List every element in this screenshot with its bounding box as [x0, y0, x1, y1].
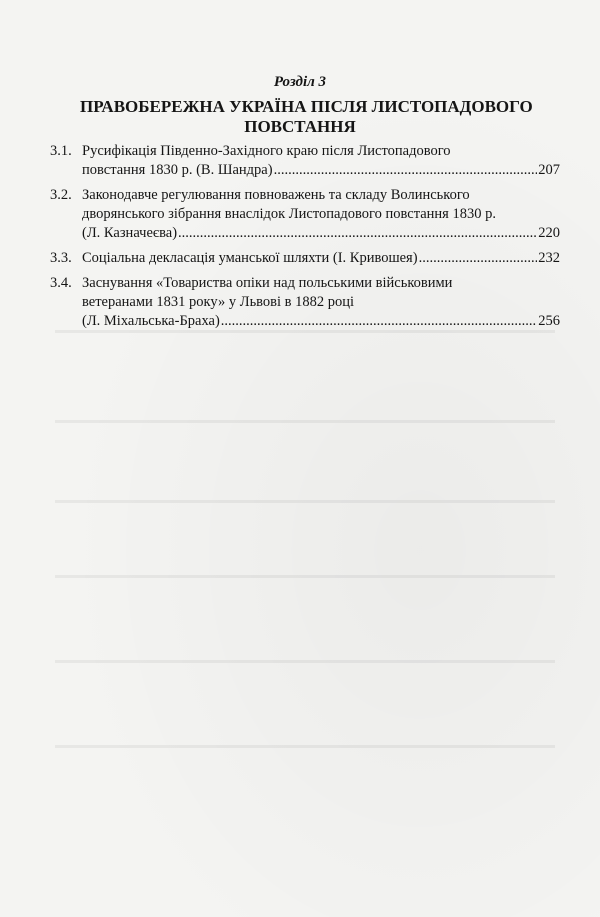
bleed-through-line	[55, 575, 555, 578]
toc-page-number: 256	[538, 313, 560, 329]
toc-entry-text: Соціальна декласація уманської шляхти (І. Кривошея)	[82, 250, 418, 266]
dot-leader	[178, 224, 537, 243]
toc-entry-text: (Л. Казначеєва)	[82, 225, 178, 241]
toc-entry-text: повстання 1830 р. (В. Шандра)	[82, 162, 273, 178]
section-title	[80, 97, 533, 137]
table-of-contents	[50, 142, 560, 337]
toc-entry-number: 3.2.	[50, 187, 72, 203]
toc-page-number: 207	[538, 162, 560, 178]
bleed-through-line	[55, 500, 555, 503]
bleed-through-line	[55, 420, 555, 423]
section-label: Розділ 3	[273, 74, 327, 90]
section-title-line: ПОВСТАННЯ	[244, 117, 356, 136]
toc-entry-3-4[interactable]	[50, 274, 560, 331]
toc-entry-text: Русифікація Південно-Західного краю після Листопадового	[82, 143, 451, 159]
toc-entry-3-2[interactable]	[50, 186, 560, 243]
section-title-line: ПРАВОБЕРЕЖНА УКРАЇНА ПІСЛЯ ЛИСТОПАДОВОГО	[80, 97, 533, 116]
bleed-through-line	[55, 660, 555, 663]
toc-entry-text: (Л. Міхальська-Браха)	[82, 313, 220, 329]
toc-entry-3-3[interactable]	[50, 249, 560, 268]
dot-leader	[221, 312, 537, 331]
toc-entry-text: ветеранами 1831 року» у Львові в 1882 році	[82, 294, 355, 310]
dot-leader	[274, 161, 538, 180]
toc-page-number: 220	[538, 225, 560, 241]
toc-entry-text: Заснування «Товариства опіки над польськими військовими	[82, 275, 453, 291]
bleed-through-line	[55, 745, 555, 748]
toc-page-number: 232	[538, 250, 560, 266]
toc-entry-number: 3.1.	[50, 143, 72, 159]
toc-entry-3-1[interactable]	[50, 142, 560, 180]
toc-entry-text: Законодавче регулювання повноважень та складу Волинського	[82, 187, 470, 203]
toc-entry-number: 3.3.	[50, 250, 72, 266]
dot-leader	[419, 249, 538, 268]
toc-entry-text: дворянського зібрання внаслідок Листопадового повстання 1830 р.	[82, 206, 496, 222]
toc-entry-number: 3.4.	[50, 275, 72, 291]
